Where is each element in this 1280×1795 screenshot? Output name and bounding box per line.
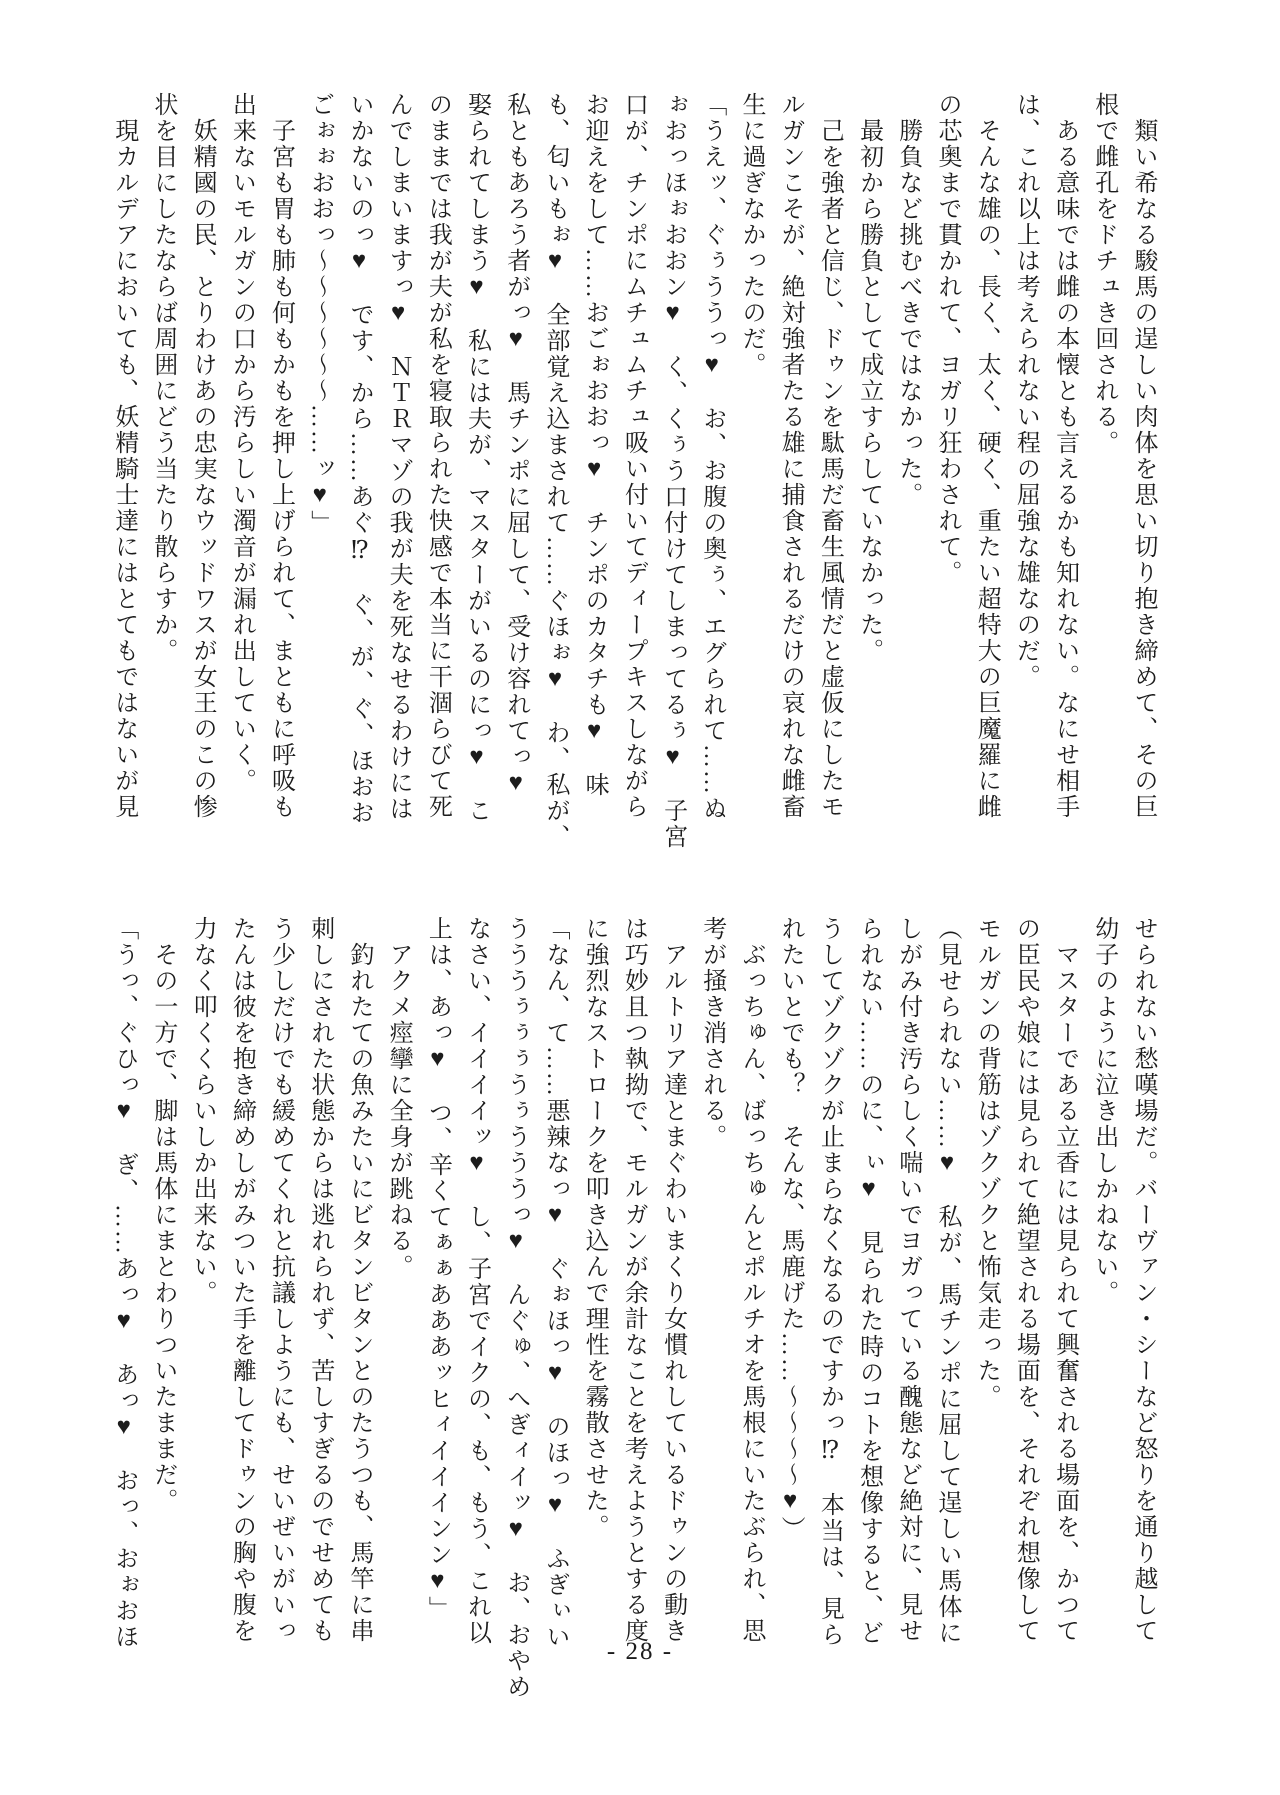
text-column: は巧妙且つ執拗で、モルガンが余計なことを考えようとする度 (620, 916, 647, 1644)
text-column: 力なく叩くくらいしか出来ない。 (189, 916, 216, 1306)
text-column: 己を強者と信じ、ドゥンを駄馬だ畜生風情だと虚仮にしたモ (816, 92, 843, 820)
text-column: んでしまいますっ♥ ＮＴＲマゾの我が夫を死なせるわけには (385, 92, 412, 822)
text-column: 根で雌孔をドチュき回される。 (1090, 92, 1117, 456)
text-column: は、これ以上は考えられない程の屈強な雄なのだ。 (1012, 92, 1039, 690)
text-column: 考が掻き消される。 (698, 916, 725, 1150)
text-column: の臣民や娘には見られて絶望される場面を、それぞれ想像して (1012, 916, 1039, 1644)
text-column: に強烈なストロークを叩き込んで理性を霧散させた。 (581, 916, 608, 1540)
text-column: 娶られてしまう♥ 私には夫が、マスターがいるのにっ♥ こ (463, 92, 490, 824)
text-column: アクメ痙攣に全身が跳ねる。 (385, 916, 412, 1280)
top-text-block (104, 92, 1162, 852)
text-column: 勝負など挑むべきではなかった。 (894, 92, 921, 508)
text-column: お迎えをして……おごぉおおっ♥ チンポのカタチも♥ 味 (581, 92, 608, 798)
text-column: 刺しにされた状態からは逃れられず、苦しすぎるのでせめても (306, 916, 333, 1644)
text-column: いかないのっ♥ です、から……あぐ⁉ ぐ、が、ぐ、ほおお (345, 92, 372, 826)
text-column: （見せられない……♥ 私が、馬チンポに屈して逞しい馬体に (933, 916, 960, 1646)
text-column: 状を目にしたならば周囲にどう当たり散らすか。 (149, 92, 176, 664)
text-column: れたいとでも？ そんな、馬鹿げた……〜〜〜〜♥） (777, 916, 804, 1542)
text-column: うしてゾクゾクが止まらなくなるのですかっ⁉ 本当は、見ら (816, 916, 843, 1648)
text-column: ある意味では雌の本懐とも言えるかも知れない。なにせ相手 (1051, 92, 1078, 820)
text-column: う少しだけでも緩めてくれと抗議しようにも、せいぜいがいっ (267, 916, 294, 1644)
text-column: 妖精國の民、とりわけあの忠実なウッドワスが女王のこの惨 (189, 92, 216, 820)
text-column: なさい、イイイイッ♥ し、子宮でイクの、も、もう、これ以 (463, 916, 490, 1646)
text-column: 上は、あっ♥ つ、辛くてぁぁあああッヒィイイインン♥」 (424, 916, 451, 1622)
text-column: 幼子のように泣き出しかねない。 (1090, 916, 1117, 1306)
text-column: 「なん、て……悪辣なっ♥ ぐぉほっ♥ のほっ♥ ふぎぃい (541, 916, 568, 1650)
text-column: せられない愁嘆場だ。バーヴァン・シーなど怒りを通り越して (1130, 916, 1156, 1644)
text-column: も、匂いもぉ♥ 全部覚え込まされて……ぐほぉ♥ わ、私が、 (541, 92, 568, 850)
text-column: そんな雄の、長く、太く、硬く、重たい超特大の巨魔羅に雌 (973, 92, 1000, 820)
text-column: ルガンこそが、絶対強者たる雄に捕食されるだけの哀れな雌畜 (777, 92, 804, 820)
text-column: たんは彼を抱き締めしがみついた手を離してドゥンの胸や腹を (228, 916, 255, 1644)
text-column: アルトリア達とまぐわいまくり女慣れしているドゥンの動き (659, 916, 686, 1644)
text-column: 「うえッ、ぐぅううっ♥ お、お腹の奥ぅ、エグられて……ぬ (698, 92, 725, 822)
text-column: しがみ付き汚らしく喘いでヨガっている醜態など絶対に、見せ (894, 916, 921, 1644)
text-column: のままでは我が夫が私を寝取られた快感で本当に干涸らびて死 (424, 92, 451, 820)
text-column: 子宮も胃も肺も何もかもを押し上げられて、まともに呼吸も (267, 92, 294, 820)
text-column: ぉおっほぉおおン♥ く、くぅう口付けてしまってるぅ♥ 子宮 (659, 92, 686, 850)
text-column: マスターである立香には見られて興奮される場面を、かつて (1051, 916, 1078, 1644)
page-number: - 28 - (606, 1638, 674, 1665)
text-column: 最初から勝負として成立すらしていなかった。 (855, 92, 882, 664)
text-column: 私ともあろう者がっ♥ 馬チンポに屈して、受け容れてっ♥ (502, 92, 529, 798)
text-column: モルガンの背筋はゾクゾクと怖気走った。 (973, 916, 1000, 1410)
text-column: ぶっちゅん、ばっちゅんとポルチオを馬根にいたぶられ、思 (737, 916, 764, 1644)
text-column: ごぉぉおおっ〜〜〜〜〜〜……ッ♥」 (306, 92, 333, 536)
text-column: 口が、チンポにムチュムチュ吸い付いてディープキスしながら (620, 92, 647, 820)
text-column: その一方で、脚は馬体にまとわりついたままだ。 (149, 916, 176, 1514)
text-column: 出来ないモルガンの口から汚らしい濁音が漏れ出していく。 (228, 92, 255, 794)
text-column: 釣れたての魚みたいにビタンビタンとのたうつも、馬竿に串 (345, 916, 372, 1644)
text-column: 類い希なる駿馬の逞しい肉体を思い切り抱き締めて、その巨 (1130, 92, 1156, 820)
text-column: られない……のに、ぃ♥ 見られた時のコトを想像すると、ど (855, 916, 882, 1646)
text-column: うううぅぅぅうぅうううっ♥ んぐゅ、へぎィイッ♥ お、おやめ (502, 916, 529, 1700)
text-column: の芯奥まで貫かれて、ヨガリ狂わされて。 (933, 92, 960, 586)
text-column: 「うっ、ぐひっ♥ ぎ、……あっ♥ あっ♥ おっ、おぉおほ (110, 916, 137, 1650)
text-column: 生に過ぎなかったのだ。 (737, 92, 764, 378)
text-column: 現カルデアにおいても、妖精騎士達にはとてもではないが見 (110, 92, 137, 820)
